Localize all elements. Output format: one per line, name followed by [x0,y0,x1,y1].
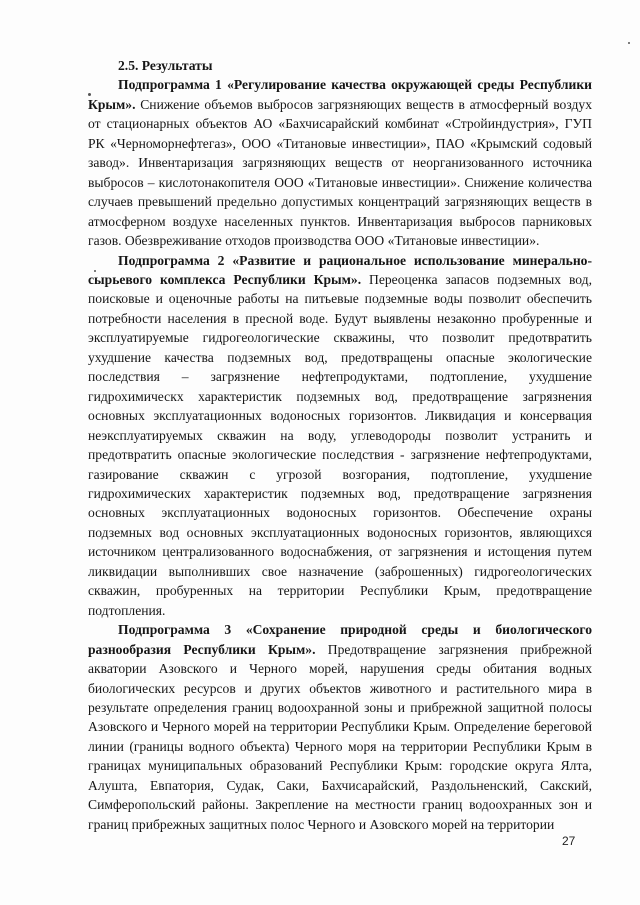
paragraph-subprogram-3 [88,620,592,834]
subprogram-1-text: Снижение объемов выбросов загрязняющих веществ в атмосферный воздух от стационарных объектов АО «Бахчисарайский комбинат «Стройиндустрия», ГУП РК «Черноморнефтегаз», ООО «Титановые инвестиции», ПАО «Крымский содовый завод». Инвентаризация загрязняющих веществ от неорганизованного источника выбросов – кислотонакопителя ООО «Титановые инвестиции». Снижение количества случаев превышений предельно допустимых концентраций загрязняющих веществ в атмосферном воздухе населенных пунктов. Инвентаризация выбросов парниковых газов. Обезвреживание отходов производства ООО «Титановые инвестиции». [88,96,592,249]
paragraph-subprogram-1 [88,75,592,250]
subprogram-3-text: Предотвращение загрязнения прибрежной акватории Азовского и Черного морей, нарушения среды обитания водных биологических ресурсов и других объектов животного и растительного мира в результате определения границ водоохранной зоны и прибрежной защитной полосы Азовского и Черного морей на территории Республики Крым. Определение береговой линии (границы водного объекта) Черного моря на территории Республики Крым в границах муниципальных образований Республики Крым: городские округа Ялта, Алушта, Евпатория, Судак, Саки, Бахчисарайский, Раздольненский, Сакский, Симферопольский районы. Закрепление на местности границ водоохранных зон и границ прибрежных защитных полос Черного и Азовского морей на территории [88,641,592,832]
page-number: 27 [562,834,576,848]
section-title: 2.5. Результаты [118,58,213,73]
scan-speck [628,42,630,44]
document-body [88,56,592,834]
subprogram-1-heading: Подпрограмма 1 «Регулирование качества окружающей среды Республики Крым». [88,77,592,112]
paragraph-subprogram-2 [88,251,592,621]
subprogram-2-text: Переоценка запасов подземных вод, поисковые и оценочные работы на питьевые подземные воды позволит обеспечить потребности населения в пресной воде. Будут выявлены незаконно пробуренные и эксплуатируемые гидрогеологические скважины, что позволит предотвратить ухудшение качества подземных вод, предотвращены опасные экологические последствия – загрязнение нефтепродуктами, подтопление, ухудшение гидрохимическх характеристик подземных вод, предотвращение загрязнения основных эксплуатационных водоносных горизонтов. Ликвидация и консервация неэксплуатируемых скважин на воду, углеводороды позволит устранить и предотвратить опасные экологические последствия - загрязнение нефтепродуктами, газирование скважин с угрозой возгорания, подтопление, ухудшение гидрохимических характеристик подземных вод, предотвращение загрязнения основных эксплуатационных водоносных горизонтов. Обеспечение охраны подземных вод основных эксплуатационных водоносных горизонтов, являющихся источником централизованного водоснабжения, от загрязнения и истощения путем ликвидации выполнивших свое назначение (заброшенных) гидрогеологических скважин, пробуренных на территории Республики Крым, предотвращение подтопления. [88,271,592,618]
subprogram-2-heading: Подпрограмма 2 «Развитие и рациональное использование минерально-сырьевого комплекса Республики Крым». [88,252,592,287]
subprogram-3-heading: Подпрограмма 3 «Сохранение природной среды и биологического разнообразия Республики Крым». [88,622,592,657]
